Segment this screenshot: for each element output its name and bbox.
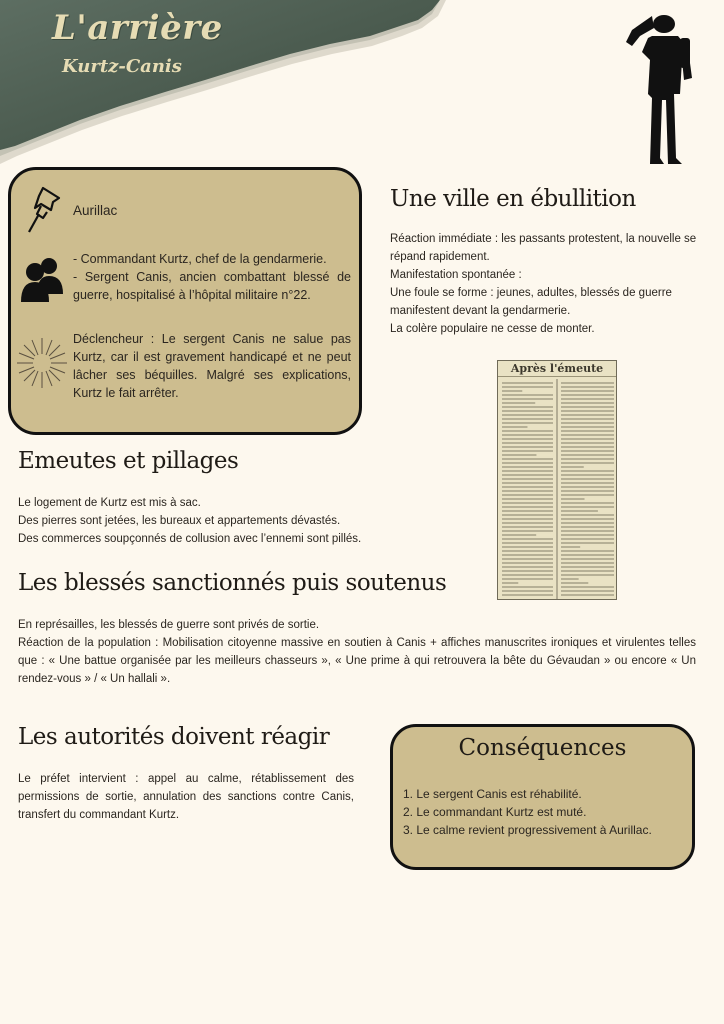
ville-line: La colère populaire ne cesse de monter.	[390, 323, 595, 335]
starburst-icon	[15, 336, 69, 390]
blesses-line: Réaction de la population : Mobilisation citoyenne massive en soutien à Canis + affiches manuscrites ironiques et virulentes telles que : « Une battue organisée par les meilleurs chasseurs », « Une prime à qui retrouvera la bête du Gévaudan » ou encore « Un rendez-vous » / « Un hallali ».	[18, 637, 696, 685]
section-title-emeutes: Emeutes et pillages	[18, 448, 239, 474]
consequences-list	[403, 785, 684, 839]
place-row	[11, 184, 359, 240]
section-title-autorites: Les autorités doivent réagir	[18, 724, 330, 750]
ville-line: Une foule se forme : jeunes, adultes, blessés de guerre manifestent devant la gendarmerie.	[390, 287, 672, 317]
consequences-box	[390, 724, 695, 870]
header-title: L'arrière	[52, 8, 223, 48]
info-box	[8, 167, 362, 435]
person-canis: - Sergent Canis, ancien combattant blessé de guerre, hospitalisé à l’hôpital militaire n°22.	[73, 270, 351, 302]
blesses-line: En représailles, les blessés de guerre sont privés de sortie.	[18, 619, 320, 631]
ville-line: Réaction immédiate : les passants protestent, la nouvelle se répand rapidement.	[390, 233, 697, 263]
pushpin-icon	[23, 184, 67, 236]
list-item: 2. Le commandant Kurtz est muté.	[403, 805, 587, 819]
emeutes-text	[18, 494, 478, 548]
list-item: 1. Le sergent Canis est réhabilité.	[403, 787, 582, 801]
people-icon	[19, 254, 65, 302]
emeutes-line: Des pierres sont jetées, les bureaux et appartements dévastés.	[18, 515, 341, 527]
consequences-title: Conséquences	[458, 735, 627, 761]
people-row	[11, 248, 359, 312]
newspaper-headline: Après l'émeute	[498, 361, 616, 377]
newspaper-columns	[498, 377, 617, 600]
section-title-ville: Une ville en ébullition	[390, 186, 636, 212]
autorites-text: Le préfet intervient : appel au calme, rétablissement des permissions de sortie, annulation des sanctions contre Canis, transfert du commandant Kurtz.	[18, 773, 354, 821]
list-item: 3. Le calme revient progressivement à Aurillac.	[403, 823, 652, 837]
person-kurtz: - Commandant Kurtz, chef de la gendarmerie.	[73, 252, 327, 266]
ville-text	[390, 230, 708, 338]
header-subtitle: Kurtz-Canis	[62, 56, 182, 77]
people-list	[73, 250, 351, 304]
ville-line: Manifestation spontanée :	[390, 269, 522, 281]
section-title-blesses: Les blessés sanctionnés puis soutenus	[18, 570, 447, 596]
place-name: Aurillac	[73, 203, 118, 218]
newspaper-clipping	[497, 360, 617, 600]
emeutes-line: Le logement de Kurtz est mis à sac.	[18, 497, 201, 509]
emeutes-line: Des commerces soupçonnés de collusion avec l’ennemi sont pillés.	[18, 533, 362, 545]
trigger-row	[11, 328, 359, 408]
trigger-text: Déclencheur : Le sergent Canis ne salue pas Kurtz, car il est gravement handicapé et ne peut lâcher ses béquilles. Malgré ses explications, Kurtz le fait arrêter.	[73, 332, 351, 400]
blesses-text	[18, 616, 696, 688]
saluting-soldier-icon	[618, 8, 700, 168]
